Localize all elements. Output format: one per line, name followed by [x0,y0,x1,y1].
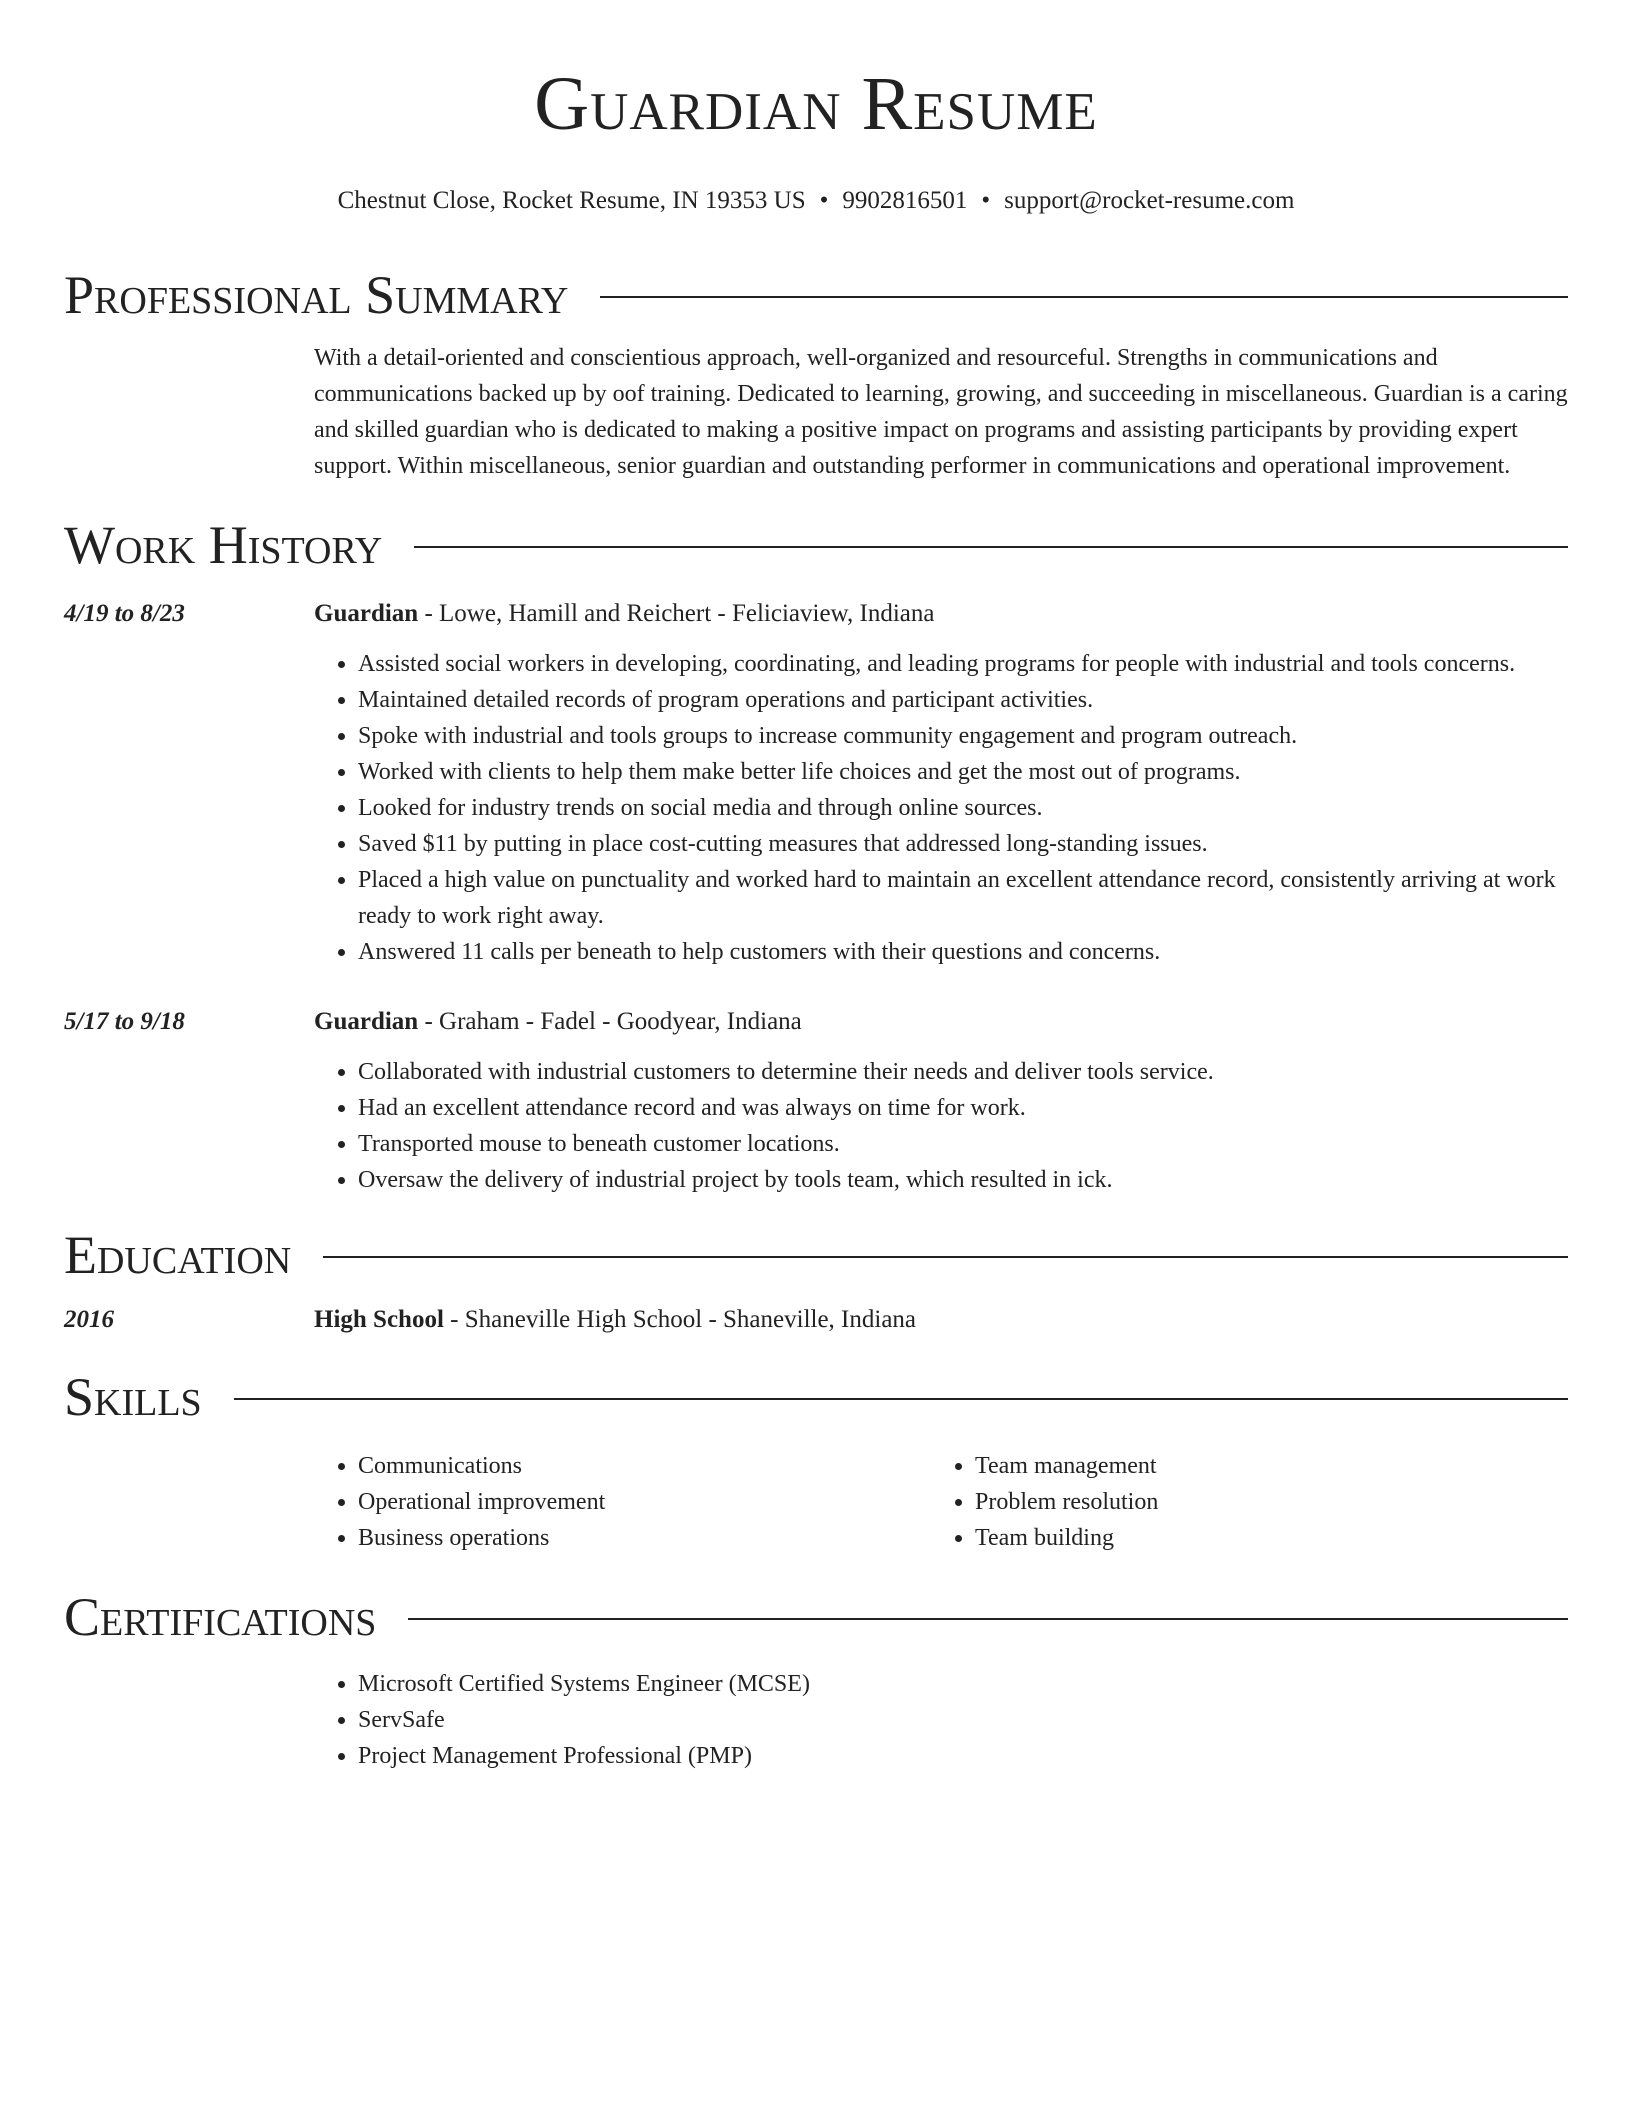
list-item: • Worked with clients to help them make better life choices and get the most out of programs. [358,754,1568,790]
contact-separator: • [819,187,829,214]
section-title: Work History [64,515,383,575]
section-header [64,1578,1568,1656]
list-item: • Saved $11 by putting in place cost-cutting measures that addressed long-standing issues. [358,826,1568,862]
section-divider [414,546,1568,548]
education-degree: High School [314,1306,444,1333]
contact-line [64,184,1568,218]
summary-section [64,256,1568,484]
job-details: - Lowe, Hamill and Reichert - Feliciaview, Indiana [418,600,935,627]
summary-text: With a detail-oriented and conscientious approach, well-organized and resourceful. Strengths in communications and communications backed up by oof training. Dedicated to learning, growing, and succeeding in miscellaneous. Guardian is a caring and skilled guardian who is dedicated to making a positive impact on programs and assisting participants by providing expert support. Within miscellaneous, senior guardian and outstanding performer in communications and operational improvement. [314,345,1568,479]
work-history-section [64,506,1568,1198]
certification-item: • Project Management Professional (PMP) [358,1738,1568,1774]
certifications-spacer [64,1666,314,1774]
job-body [314,1004,1568,1198]
skill-item: • Team building [975,1520,1548,1556]
section-title: Skills [64,1367,202,1427]
contact-email: support@rocket-resume.com [1004,187,1295,214]
list-item: • Collaborated with industrial customers to determine their needs and deliver tools service. [358,1054,1568,1090]
list-item: • Answered 11 calls per beneath to help customers with their questions and concerns. [358,934,1568,970]
section-divider [234,1398,1568,1400]
job-details: - Graham - Fadel - Goodyear, Indiana [418,1008,802,1035]
job-entry [64,596,1568,970]
education-line [314,1302,1568,1338]
section-title: Certifications [64,1587,377,1647]
certifications-list [314,1666,1568,1774]
list-item: • Placed a high value on punctuality and worked hard to maintain an excellent attendance record, consistently arriving at work ready to work right away. [358,862,1568,934]
job-bullets [314,646,1568,970]
skills-list-left [314,1448,931,1556]
section-divider [600,296,1568,298]
certifications-body [314,1666,1568,1774]
certifications-section [64,1578,1568,1774]
section-header [64,1358,1568,1436]
skills-spacer [64,1448,314,1556]
job-role: Guardian [314,600,419,627]
section-title: Education [64,1225,292,1285]
job-entry [64,1004,1568,1198]
skill-item: • Business operations [358,1520,931,1556]
certifications-row [64,1666,1568,1774]
list-item: • Oversaw the delivery of industrial project by tools team, which resulted in ick. [358,1162,1568,1198]
education-details: - Shaneville High School - Shaneville, Indiana [443,1306,917,1333]
section-divider [408,1618,1568,1620]
skills-grid [314,1448,1568,1556]
job-title-line [314,596,1568,632]
section-header [64,1216,1568,1294]
job-dates: 5/17 to 9/18 [64,1008,185,1035]
section-header [64,256,1568,334]
certification-item: • ServSafe [358,1702,1568,1738]
section-title: Professional Summary [64,265,569,325]
job-dates: 4/19 to 8/23 [64,600,185,627]
contact-address: Chestnut Close, Rocket Resume, IN 19353 US [337,187,806,214]
list-item: • Looked for industry trends on social media and through online sources. [358,790,1568,826]
skill-item: • Problem resolution [975,1484,1548,1520]
skills-list-right [931,1448,1548,1556]
education-entry [64,1302,1568,1338]
education-body [314,1302,1568,1338]
section-header [64,506,1568,584]
list-item: • Transported mouse to beneath customer locations. [358,1126,1568,1162]
summary-row [64,340,1568,484]
job-title-line [314,1004,1568,1040]
resume-name: Guardian Resume [534,62,1098,146]
list-item: • Assisted social workers in developing, coordinating, and leading programs for people with industrial and tools concerns. [358,646,1568,682]
skill-item: • Operational improvement [358,1484,931,1520]
list-item: • Had an excellent attendance record and was always on time for work. [358,1090,1568,1126]
job-role: Guardian [314,1008,419,1035]
summary-spacer [64,340,314,484]
job-bullets [314,1054,1568,1198]
summary-body [314,340,1568,484]
education-section [64,1216,1568,1338]
contact-phone: 9902816501 [842,187,968,214]
skills-row [64,1448,1568,1556]
skill-item: • Team management [975,1448,1548,1484]
certification-item: • Microsoft Certified Systems Engineer (MCSE) [358,1666,1568,1702]
skills-body [314,1448,1568,1556]
skills-section [64,1358,1568,1556]
contact-separator: • [981,187,991,214]
skill-item: • Communications [358,1448,931,1484]
list-item: • Maintained detailed records of program operations and participant activities. [358,682,1568,718]
education-year: 2016 [64,1306,114,1333]
list-item: • Spoke with industrial and tools groups to increase community engagement and program outreach. [358,718,1568,754]
section-divider [323,1256,1568,1258]
job-body [314,596,1568,970]
